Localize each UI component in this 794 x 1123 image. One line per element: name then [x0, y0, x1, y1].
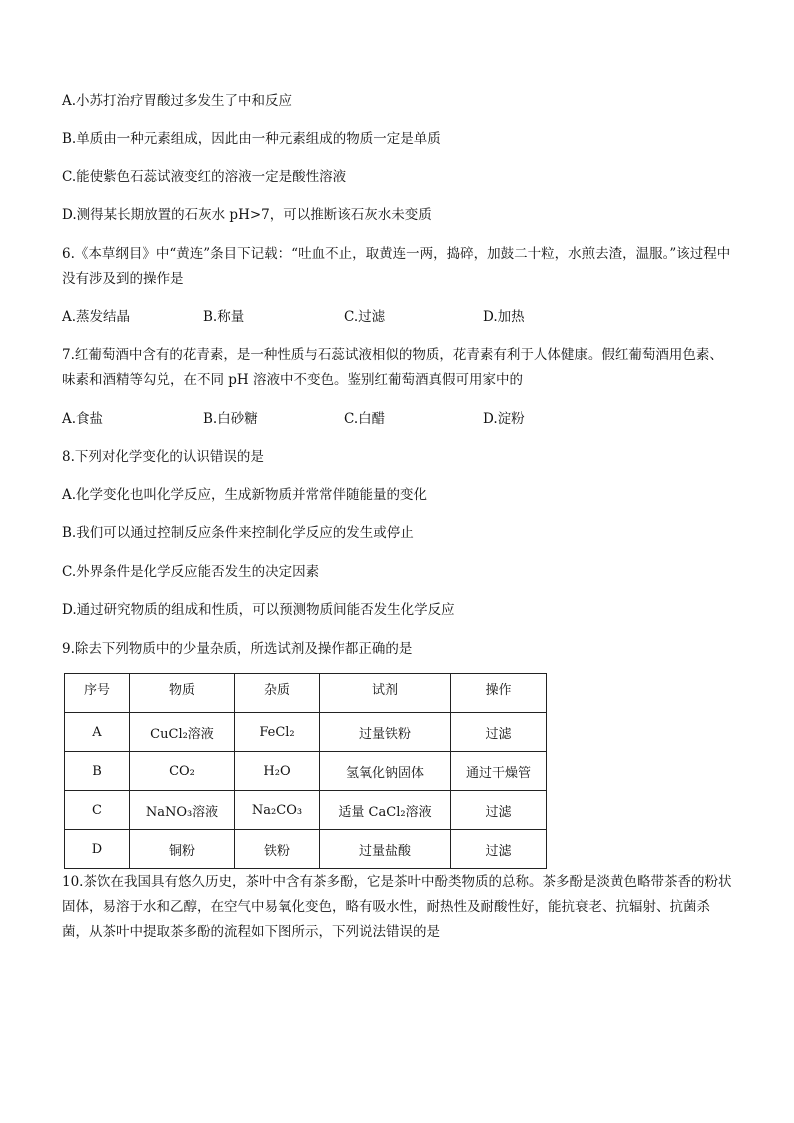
table-cell: C: [65, 791, 130, 830]
q7-option-d: D.淀粉: [483, 411, 525, 427]
q7-option-b: B.白砂糖: [203, 411, 258, 427]
table-row: [65, 713, 547, 752]
table-cell: 适量 CaCl₂溶液: [320, 791, 451, 830]
q5-option-c: C.能使紫色石蕊试液变红的溶液一定是酸性溶液: [62, 169, 347, 185]
table-cell: 过量铁粉: [320, 713, 451, 752]
table-cell: A: [65, 713, 130, 752]
q9-table: [64, 673, 547, 869]
table-cell: CuCl₂溶液: [130, 713, 235, 752]
q8-stem: 8.下列对化学变化的认识错误的是: [62, 449, 264, 465]
q9-stem: 9.除去下列物质中的少量杂质，所选试剂及操作都正确的是: [62, 641, 413, 657]
table-row: [65, 830, 547, 869]
table-cell: 铁粉: [235, 830, 320, 869]
table-cell: 通过干燥管: [451, 752, 547, 791]
q7-stem: 7.红葡萄酒中含有的花青素，是一种性质与石蕊试液相似的物质，花青素有利于人体健康。假红葡萄酒用色素、味素和酒精等勾兑，在不同 pH 溶液中不变色。鉴别红葡萄酒真假可用家中的: [62, 347, 723, 388]
table-cell: 过量盐酸: [320, 830, 451, 869]
q6-option-c: C.过滤: [344, 309, 386, 325]
q8-option-d: D.通过研究物质的组成和性质，可以预测物质间能否发生化学反应: [62, 602, 455, 618]
q7-option-a: A.食盐: [62, 411, 104, 427]
q8-option-b: B.我们可以通过控制反应条件来控制化学反应的发生或停止: [62, 525, 414, 541]
table-cell: 过滤: [451, 791, 547, 830]
table-cell: 铜粉: [130, 830, 235, 869]
header-cell: 操作: [451, 674, 547, 713]
q10-stem: 10.茶饮在我国具有悠久历史，茶叶中含有茶多酚，它是茶叶中酚类物质的总称。茶多酚是淡黄色略带茶香的粉状固体，易溶于水和乙醇，在空气中易氧化变色，略有吸水性，耐热性及耐酸性好，能抗衰老、抗辐射、抗菌杀菌，从茶叶中提取茶多酚的流程如下图所示，下列说法错误的是: [62, 874, 732, 940]
table-cell: FeCl₂: [235, 713, 320, 752]
table-cell: Na₂CO₃: [235, 791, 320, 830]
table-row: [65, 752, 547, 791]
table-cell: 过滤: [451, 713, 547, 752]
q6-option-d: D.加热: [483, 309, 525, 325]
q8-option-c: C.外界条件是化学反应能否发生的决定因素: [62, 564, 320, 580]
q6-options: [62, 307, 742, 327]
q6-option-b: B.称量: [203, 309, 245, 325]
header-cell: 物质: [130, 674, 235, 713]
q7-option-c: C.白醋: [344, 411, 386, 427]
header-cell: 杂质: [235, 674, 320, 713]
header-cell: 序号: [65, 674, 130, 713]
table-cell: 氢氧化钠固体: [320, 752, 451, 791]
table-cell: H₂O: [235, 752, 320, 791]
table-cell: 过滤: [451, 830, 547, 869]
table-row: [65, 791, 547, 830]
table-cell: CO₂: [130, 752, 235, 791]
table-cell: D: [65, 830, 130, 869]
q7-options: [62, 409, 742, 429]
q8-option-a: A.化学变化也叫化学反应，生成新物质并常常伴随能量的变化: [62, 487, 428, 503]
header-cell: 试剂: [320, 674, 451, 713]
table-cell: NaNO₃溶液: [130, 791, 235, 830]
q6-option-a: A.蒸发结晶: [62, 309, 131, 325]
table-header-row: [65, 674, 547, 713]
q6-stem: 6.《本草纲目》中“黄连”条目下记载：“吐血不止，取黄连一两，捣碎，加鼓二十粒，水煎去渣，温服。”该过程中没有涉及到的操作是: [62, 246, 731, 287]
q5-option-b: B.单质由一种元素组成，因此由一种元素组成的物质一定是单质: [62, 131, 441, 147]
table-cell: B: [65, 752, 130, 791]
q5-option-d: D.测得某长期放置的石灰水 pH>7，可以推断该石灰水未变质: [62, 207, 432, 223]
q5-option-a: A.小苏打治疗胃酸过多发生了中和反应: [62, 93, 293, 109]
